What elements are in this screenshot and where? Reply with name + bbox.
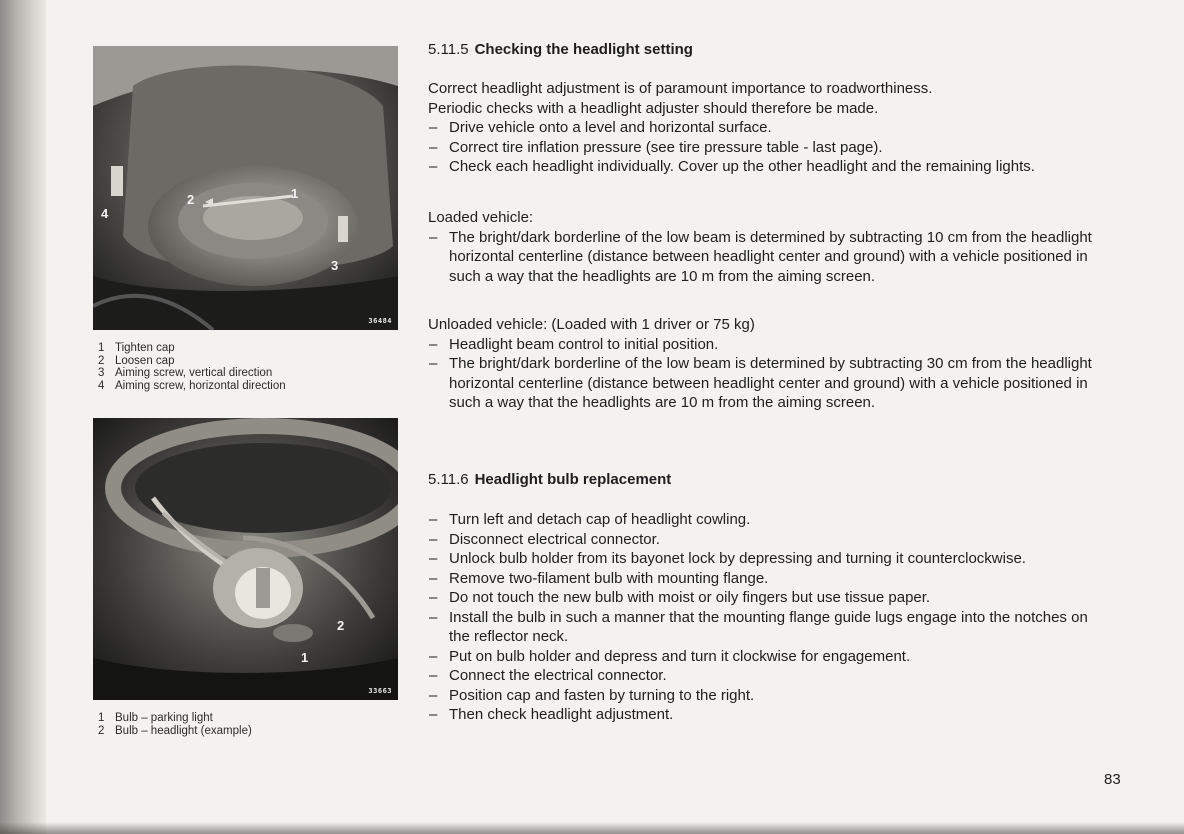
list-item: – Unlock bulb holder from its bayonet lock by depressing and turning it counterclockwise. (428, 549, 1049, 569)
list-item: – Drive vehicle onto a level and horizontal surface. (428, 118, 1118, 138)
unloaded-vehicle-block (428, 315, 1118, 413)
list-item: – Turn left and detach cap of headlight cowling. (428, 510, 1118, 530)
page-number: 83 (1104, 771, 1121, 788)
book-binding-shadow (0, 0, 46, 834)
headlight-aiming-photo (93, 46, 398, 330)
list-item: – Install the bulb in such a manner that the mounting flange guide lugs engage into the notches on the reflector neck. (428, 608, 1089, 647)
list-item: – Check each headlight individually. Cover up the other headlight and the remaining lights. (428, 157, 1069, 177)
page-bottom-shadow (0, 822, 1184, 834)
list-item: – Remove two-filament bulb with mounting flange. (428, 569, 1118, 589)
callout-1: 1 (291, 186, 299, 201)
list-item: – Disconnect electrical connector. (428, 530, 1118, 550)
caption-item: 2 Bulb – headlight (example) (98, 724, 252, 737)
callout-3: 3 (331, 258, 339, 273)
caption-item: 1 Tighten cap (98, 342, 175, 354)
photo-id-label: 36484 (368, 317, 392, 325)
intro-line: Correct headlight adjustment is of paramount importance to roadworthiness. (428, 80, 933, 97)
loaded-vehicle-block (428, 208, 1118, 286)
figure1-caption-list (98, 342, 286, 392)
photo-id-label: 33663 (368, 687, 392, 695)
callout-1: 1 (301, 650, 309, 665)
loaded-list (428, 228, 1118, 287)
unloaded-list (428, 335, 1118, 413)
list-item: – The bright/dark borderline of the low beam is determined by subtracting 30 cm from the headlight horizontal centerline (distance between headlight center and ground) with a vehicle positioned in such a way that the headlights are 10 m from the aiming screen. (428, 354, 1114, 413)
section-checking-headlight (428, 40, 1118, 60)
caption-item: 1 Bulb – parking light (98, 712, 213, 724)
list-item: – The bright/dark borderline of the low beam is determined by subtracting 10 cm from the headlight horizontal centerline (distance between headlight center and ground) with a vehicle positioned in such a way that the headlights are 10 m from the aiming screen. (428, 228, 1094, 287)
caption-item: 4 Aiming screw, horizontal direction (98, 379, 286, 392)
list-item: – Put on bulb holder and depress and turn it clockwise for engagement. (428, 647, 1118, 667)
callout-2: 2 (337, 618, 345, 633)
section2-body (428, 510, 1118, 725)
callout-2: 2 (187, 192, 195, 207)
section-bulb-replacement (428, 470, 1118, 490)
list-item: – Correct tire inflation pressure (see tire pressure table - last page). (428, 138, 1118, 158)
unloaded-label: Unloaded vehicle: (Loaded with 1 driver or 75 kg) (428, 316, 755, 333)
section1-body (428, 79, 1118, 177)
section-heading: 5.11.5 Checking the headlight setting (428, 41, 693, 58)
callout-4: 4 (101, 206, 109, 221)
list-item: – Then check headlight adjustment. (428, 705, 1118, 725)
loaded-label: Loaded vehicle: (428, 209, 534, 226)
list-item: – Do not touch the new bulb with moist or oily fingers but use tissue paper. (428, 588, 1118, 608)
steps-list (428, 118, 1118, 177)
list-item: – Connect the electrical connector. (428, 666, 1118, 686)
list-item: – Headlight beam control to initial position. (428, 335, 1118, 355)
caption-item: 3 Aiming screw, vertical direction (98, 367, 273, 379)
caption-item: 2 Loosen cap (98, 354, 175, 367)
section-heading: 5.11.6 Headlight bulb replacement (428, 471, 672, 488)
bulb-replacement-photo (93, 418, 398, 700)
intro-line: Periodic checks with a headlight adjuster should therefore be made. (428, 99, 879, 117)
steps-list (428, 510, 1118, 725)
figure2-caption-list (98, 712, 252, 737)
list-item: – Position cap and fasten by turning to the right. (428, 686, 1118, 706)
